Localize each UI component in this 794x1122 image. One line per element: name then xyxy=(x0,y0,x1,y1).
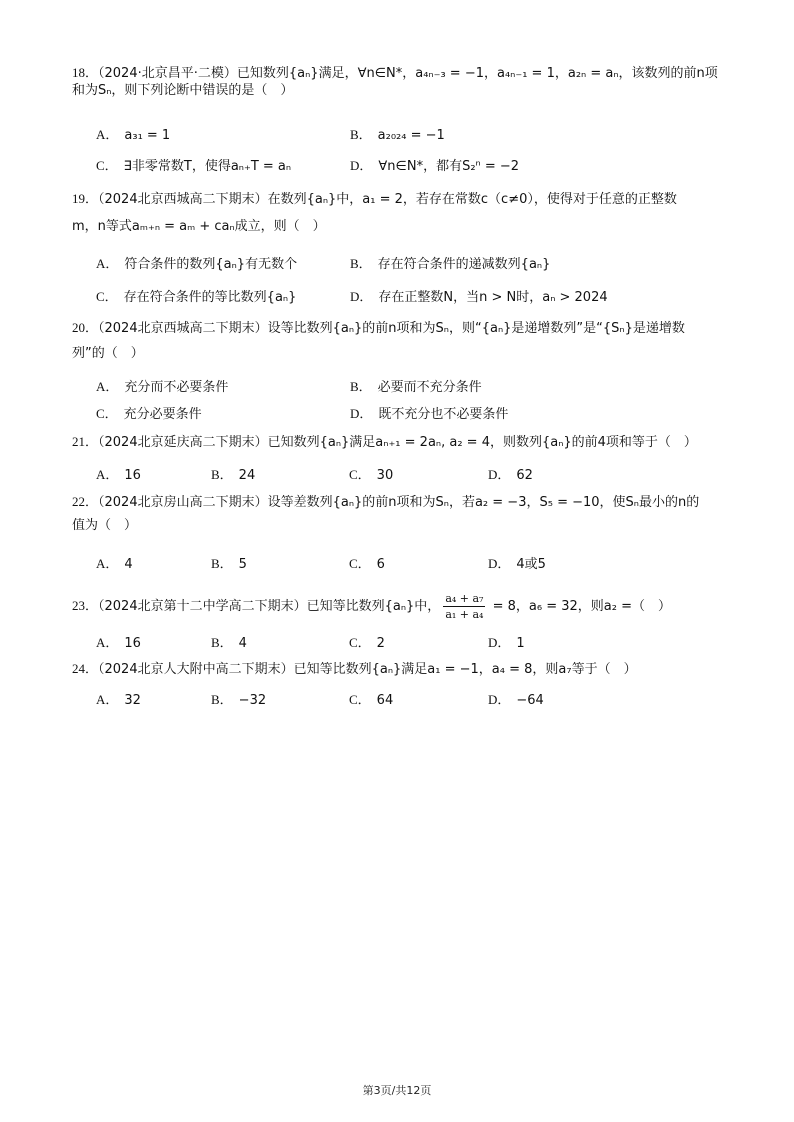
option-d[interactable]: D． 62 xyxy=(488,467,533,483)
question-stem-line-2: m，n等式aₘ₊ₙ = aₘ + caₙ成立，则（ ） xyxy=(72,219,326,234)
question-number: 22． xyxy=(72,494,99,509)
option-d[interactable]: D． 1 xyxy=(488,635,525,651)
option-b[interactable]: B． 4 xyxy=(211,635,247,651)
question-stem: 已知数列{aₙ}满足，∀n∈N*，a₄ₙ₋₃ = −1，a₄ₙ₋₁ = 1，a₂ₙ = aₙ，该数列的前n项 xyxy=(236,66,718,81)
option-a[interactable]: A． 16 xyxy=(96,635,141,651)
question-source: （2024北京房山高二下期末） xyxy=(98,495,268,510)
option-d[interactable]: D． −64 xyxy=(488,692,544,708)
option-c[interactable]: C． 充分必要条件 xyxy=(96,406,202,422)
option-a[interactable]: A． 16 xyxy=(96,467,141,483)
option-a[interactable]: A． a₃₁ = 1 xyxy=(96,127,171,143)
option-c[interactable]: C． 30 xyxy=(349,467,394,483)
option-c[interactable]: C． 2 xyxy=(349,635,385,651)
question-source: （2024·北京昌平·二模） xyxy=(98,66,237,81)
option-b[interactable]: B． a₂₀₂₄ = −1 xyxy=(350,127,445,143)
option-b[interactable]: B． 24 xyxy=(211,467,256,483)
option-a[interactable]: A． 4 xyxy=(96,556,133,572)
question-18 xyxy=(72,64,732,100)
question-stem: 已知数列{aₙ}满足aₙ₊₁ = 2aₙ, a₂ = 4，则数列{aₙ}的前4项和等于（ ） xyxy=(267,435,697,450)
option-b[interactable]: B． 必要而不充分条件 xyxy=(350,379,482,395)
option-c[interactable]: C． 6 xyxy=(349,556,385,572)
question-number: 23． xyxy=(72,598,99,613)
question-number: 21． xyxy=(72,434,99,449)
fraction-numerator: a₄ + a₇ xyxy=(445,592,484,605)
option-d[interactable]: D． 既不充分也不必要条件 xyxy=(350,406,509,422)
question-stem: 已知等比数列{aₙ}中， xyxy=(306,599,441,614)
question-number: 18． xyxy=(72,65,99,80)
option-a[interactable]: A． 充分而不必要条件 xyxy=(96,379,229,395)
question-number: 24． xyxy=(72,661,99,676)
question-stem: 已知等比数列{aₙ}满足a₁ = −1，a₄ = 8，则a₇等于（ ） xyxy=(293,662,637,677)
option-a[interactable]: A． 符合条件的数列{aₙ}有无数个 xyxy=(96,256,298,272)
option-b[interactable]: B． −32 xyxy=(211,692,267,708)
question-source: （2024北京第十二中学高二下期末） xyxy=(98,599,307,614)
question-source: （2024北京延庆高二下期末） xyxy=(98,435,268,450)
question-stem: 在数列{aₙ}中，a₁ = 2，若存在常数c（c≠0），使得对于任意的正整数 xyxy=(267,192,677,207)
option-b[interactable]: B． 存在符合条件的递减数列{aₙ} xyxy=(350,256,551,272)
fraction-denominator: a₁ + a₄ xyxy=(445,608,484,621)
question-source: （2024北京西城高二下期末） xyxy=(98,321,268,336)
question-stem-line-2: 和为Sₙ，则下列论断中错误的是（ ） xyxy=(72,83,294,98)
question-22 xyxy=(72,493,732,535)
option-d[interactable]: D． 存在正整数N，当n > N时，aₙ > 2024 xyxy=(350,289,608,305)
question-source: （2024北京西城高二下期末） xyxy=(98,192,268,207)
question-stem-line-2: 值为（ ） xyxy=(72,518,138,533)
question-number: 19． xyxy=(72,191,99,206)
option-c[interactable]: C． 存在符合条件的等比数列{aₙ} xyxy=(96,289,297,305)
question-stem-line-2: 列”的（ ） xyxy=(72,346,144,361)
question-24 xyxy=(72,660,732,678)
question-stem: 设等比数列{aₙ}的前n项和为Sₙ，则“{aₙ}是递增数列”是“{Sₙ}是递增数 xyxy=(267,321,685,336)
option-a[interactable]: A． 32 xyxy=(96,692,141,708)
question-20 xyxy=(72,319,732,363)
question-21 xyxy=(72,433,732,451)
page-footer: 第3页/共12页 xyxy=(362,1084,432,1097)
question-19 xyxy=(72,190,732,236)
question-number: 20． xyxy=(72,320,99,335)
question-stem: 设等差数列{aₙ}的前n项和为Sₙ，若a₂ = −3，S₅ = −10，使Sₙ最小的n的 xyxy=(267,495,700,510)
option-c[interactable]: C． 64 xyxy=(349,692,394,708)
question-23 xyxy=(72,588,732,624)
option-c[interactable]: C． ∃非零常数T，使得aₙ₊T = aₙ xyxy=(96,158,292,174)
option-d[interactable]: D． ∀n∈N*，都有S₂ⁿ = −2 xyxy=(350,158,520,174)
question-stem-rest: = 8，a₆ = 32，则a₂ =（ ） xyxy=(488,599,671,614)
fraction xyxy=(443,591,485,622)
question-source: （2024北京人大附中高二下期末） xyxy=(98,662,294,677)
option-d[interactable]: D． 4或5 xyxy=(488,556,546,572)
option-b[interactable]: B． 5 xyxy=(211,556,247,572)
